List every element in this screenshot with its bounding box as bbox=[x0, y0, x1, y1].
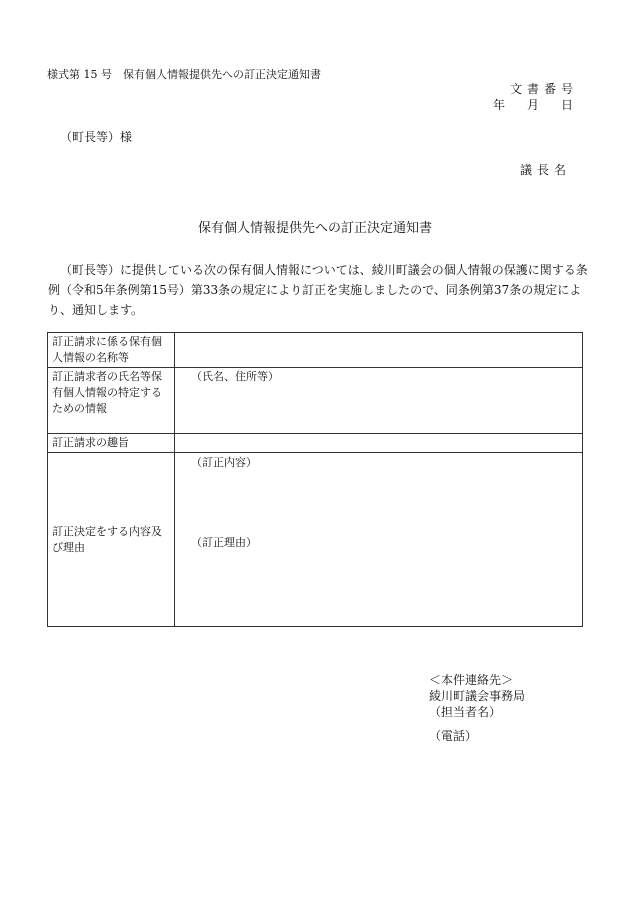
body-paragraph: （町長等）に提供している次の保有個人情報については、綾川町議会の個人情報の保護に関する条例（令和5年条例第15号）第33条の規定により訂正を実施しましたので、同条例第37条の規定により、通知します。 bbox=[48, 263, 588, 317]
contact-block bbox=[429, 672, 525, 744]
row-label-info-name: 訂正請求に係る保有個人情報の名称等 bbox=[48, 333, 175, 368]
sender-name: 議長名 bbox=[519, 163, 571, 177]
row-label-request-purpose: 訂正請求の趣旨 bbox=[48, 434, 175, 453]
document-number: 文書番号 bbox=[509, 82, 578, 96]
row-label-decision: 訂正決定をする内容及び理由 bbox=[48, 453, 175, 627]
form-number-label: 様式第 15 号 保有個人情報提供先への訂正決定通知書 bbox=[47, 68, 321, 81]
row-value-decision bbox=[175, 453, 583, 627]
table-row bbox=[48, 368, 583, 434]
row-value-requester: （氏名、住所等） bbox=[175, 368, 583, 434]
row-value-info-name bbox=[175, 333, 583, 368]
row-value-request-purpose bbox=[175, 434, 583, 453]
contact-phone: （電話） bbox=[429, 729, 478, 743]
contact-heading: ＜本件連絡先＞ bbox=[429, 673, 514, 687]
correction-reason-label: （訂正理由） bbox=[191, 536, 257, 549]
table-row bbox=[48, 434, 583, 453]
contact-person: （担当者名） bbox=[429, 705, 502, 719]
row-label-requester: 訂正請求者の氏名等保有個人情報の特定するための情報 bbox=[48, 368, 175, 434]
table-row bbox=[48, 453, 583, 627]
table-row bbox=[48, 333, 583, 368]
correction-content-label: （訂正内容） bbox=[191, 456, 257, 469]
document-date: 年 月 日 bbox=[492, 98, 578, 112]
correction-detail-table bbox=[47, 332, 583, 627]
contact-office: 綾川町議会事務局 bbox=[429, 689, 526, 703]
document-title: 保有個人情報提供先への訂正決定通知書 bbox=[197, 221, 432, 236]
addressee: （町長等）様 bbox=[60, 130, 133, 144]
